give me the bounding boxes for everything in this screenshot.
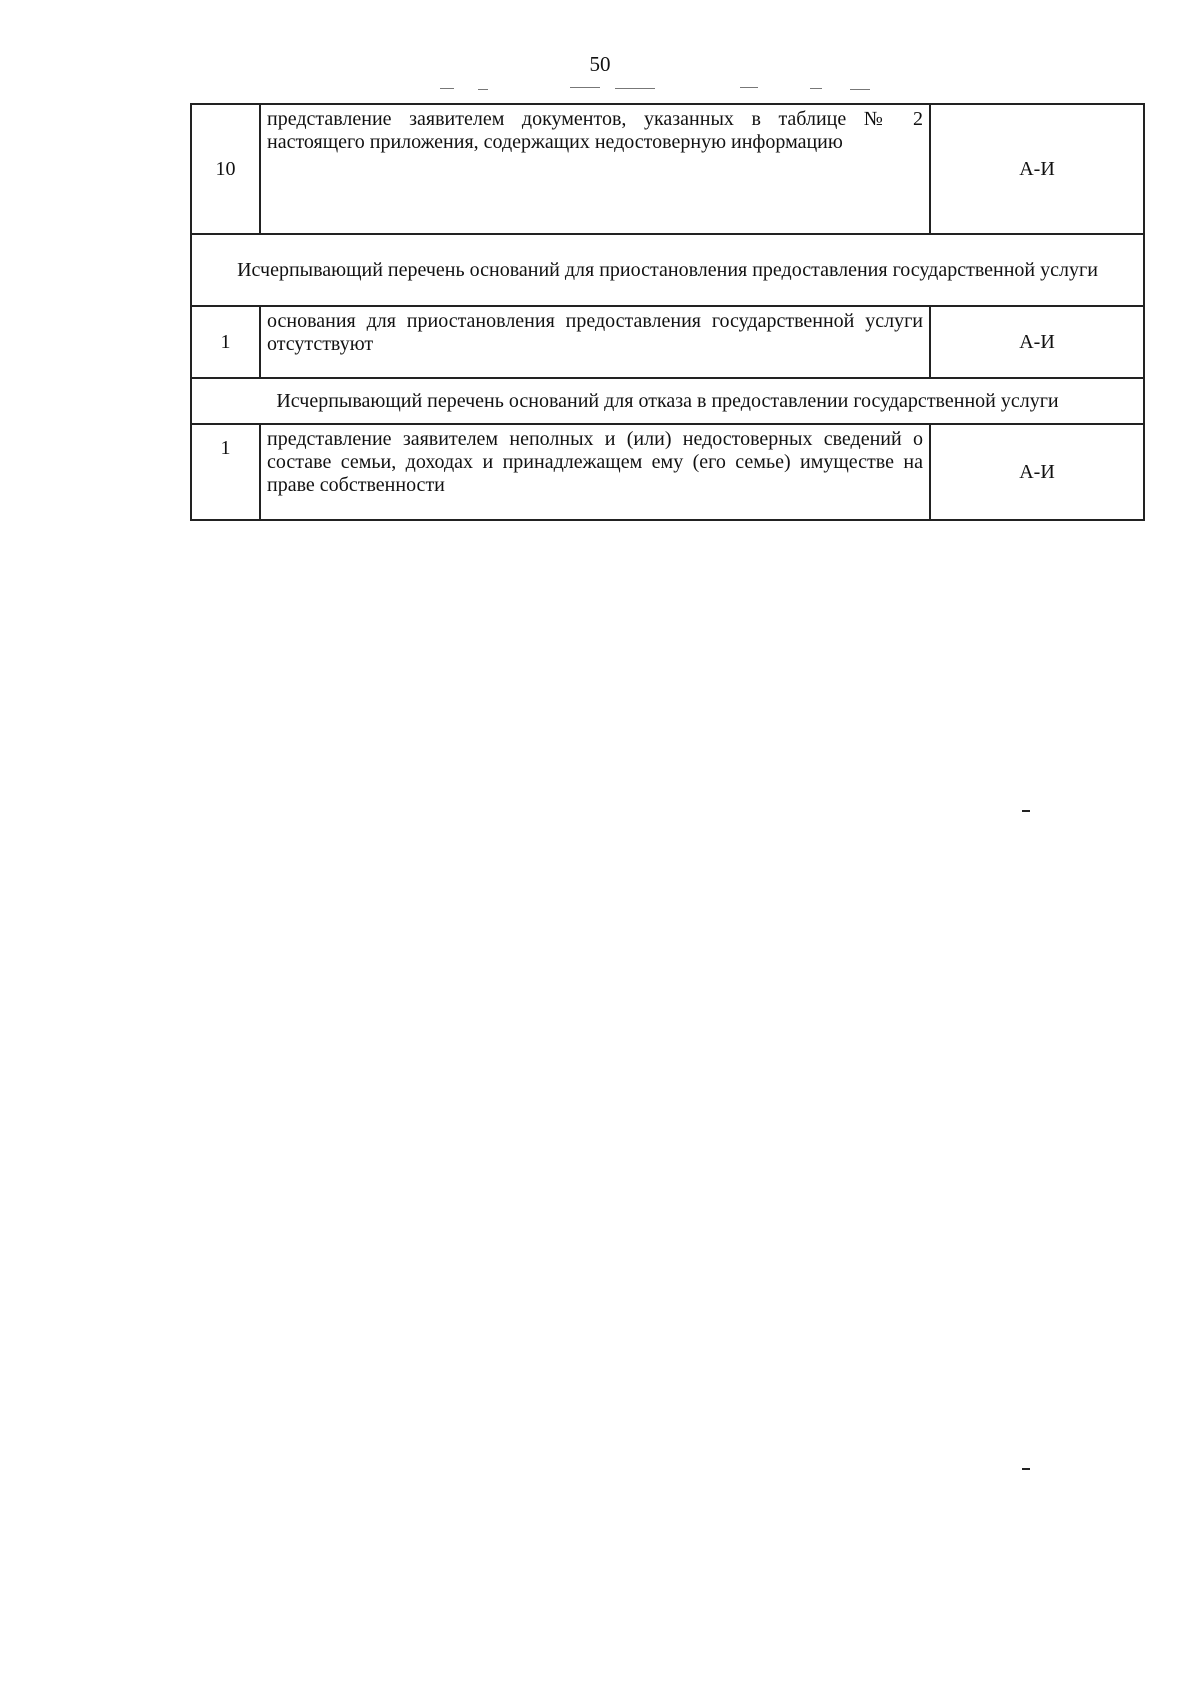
scan-artifact-line <box>440 84 920 94</box>
row-code: А-И <box>930 306 1144 378</box>
row-number: 1 <box>191 424 260 520</box>
row-description: основания для приостановления предоставления государственной услуги отсутствуют <box>260 306 930 378</box>
section-title-suspension: Исчерпывающий перечень оснований для приостановления предоставления государственной услуги <box>191 234 1144 306</box>
grounds-table <box>190 103 1145 521</box>
row-description: представление заявителем неполных и (или) недостоверных сведений о составе семьи, доходах и принадлежащем ему (его семье) имуществе на праве собственности <box>260 424 930 520</box>
section-header-row <box>191 378 1144 424</box>
table-row <box>191 306 1144 378</box>
table-row <box>191 104 1144 234</box>
table-row <box>191 424 1144 520</box>
row-description: представление заявителем документов, указанных в таблице № 2 настоящего приложения, содержащих недостоверную информацию <box>260 104 930 234</box>
stray-mark <box>1022 1468 1030 1470</box>
stray-mark <box>1022 810 1030 812</box>
row-number: 10 <box>191 104 260 234</box>
row-code: А-И <box>930 424 1144 520</box>
page-number: 50 <box>589 52 611 76</box>
row-number: 1 <box>191 306 260 378</box>
section-title-refusal: Исчерпывающий перечень оснований для отказа в предоставлении государственной услуги <box>191 378 1144 424</box>
section-header-row <box>191 234 1144 306</box>
row-code: А-И <box>930 104 1144 234</box>
